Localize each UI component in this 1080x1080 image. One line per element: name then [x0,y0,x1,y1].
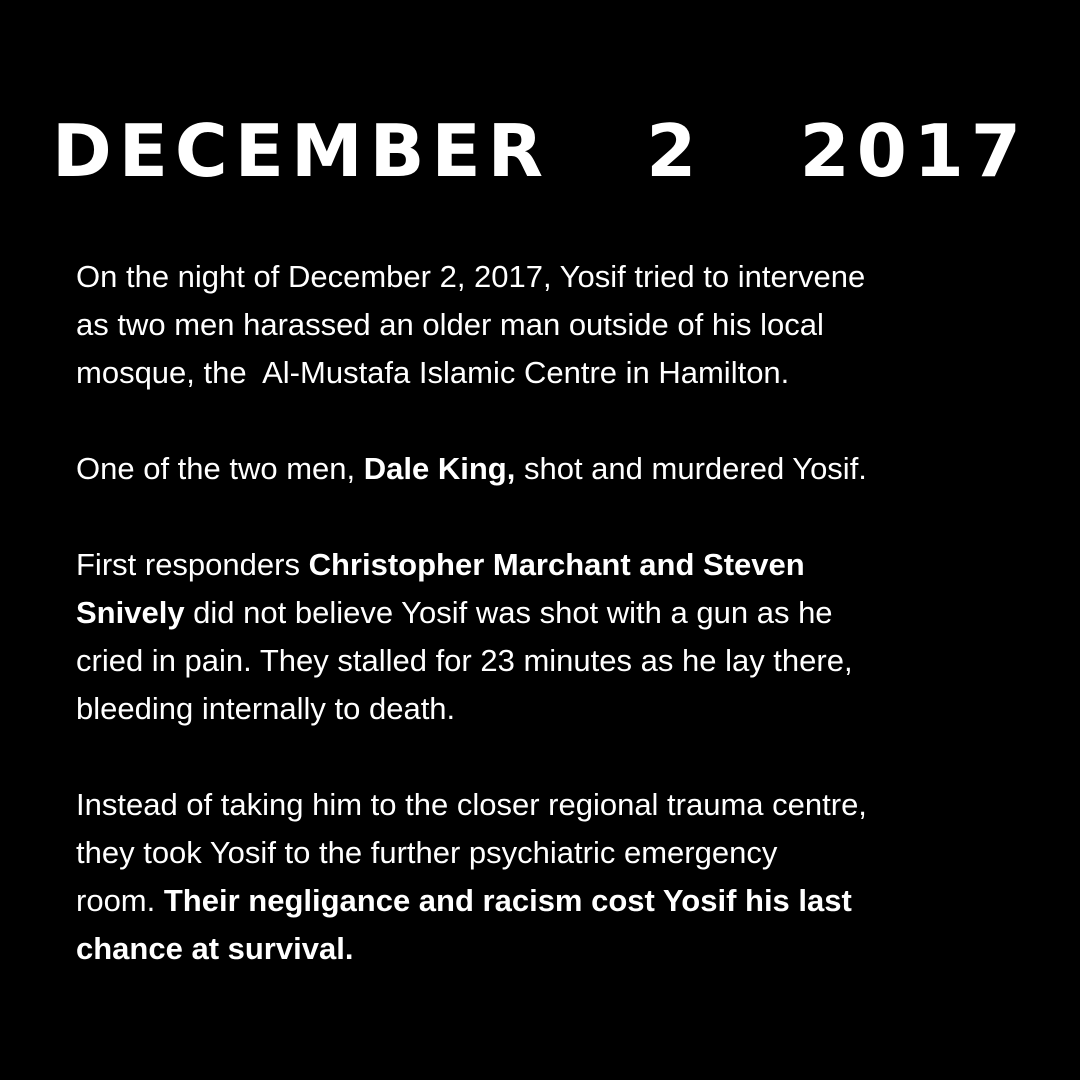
text-line [76,445,1036,493]
text-line [76,877,1036,925]
text-segment: One of the two men, [76,451,364,486]
text-line: bleeding internally to death. [76,691,456,726]
shooter-name: Dale King, [363,451,516,486]
emphasis-text: chance at survival. [76,931,354,966]
page-title: DECEMBER 2 2017 [51,109,1028,193]
text-line [76,925,1036,973]
story-text [76,253,1036,973]
responder-names: Christopher Marchant and Steven [308,547,805,582]
text-line: mosque, the Al-Mustafa Islamic Centre in Hamilton. [76,355,790,390]
text-line: On the night of December 2, 2017, Yosif tried to intervene [76,259,866,294]
paragraph-shooter [76,445,1036,493]
text-line: cried in pain. They stalled for 23 minutes as he lay there, [76,643,853,678]
text-line: Instead of taking him to the closer regional trauma centre, [76,787,867,822]
paragraph-negligence [76,781,1036,973]
text-segment: did not believe Yosif was shot with a gun as he [184,595,833,630]
text-segment: shot and murdered Yosif. [515,451,867,486]
text-segment: First responders [76,547,309,582]
text-segment: room. [76,883,164,918]
text-line: as two men harassed an older man outside of his local [76,307,824,342]
responder-names: Snively [76,595,185,630]
text-line [76,589,1036,637]
emphasis-text: Their negligance and racism cost Yosif his last [163,883,852,918]
text-line: they took Yosif to the further psychiatric emergency [76,835,778,870]
text-line [76,541,1036,589]
paragraph-responders [76,541,1036,733]
paragraph-intervention [76,253,1036,397]
